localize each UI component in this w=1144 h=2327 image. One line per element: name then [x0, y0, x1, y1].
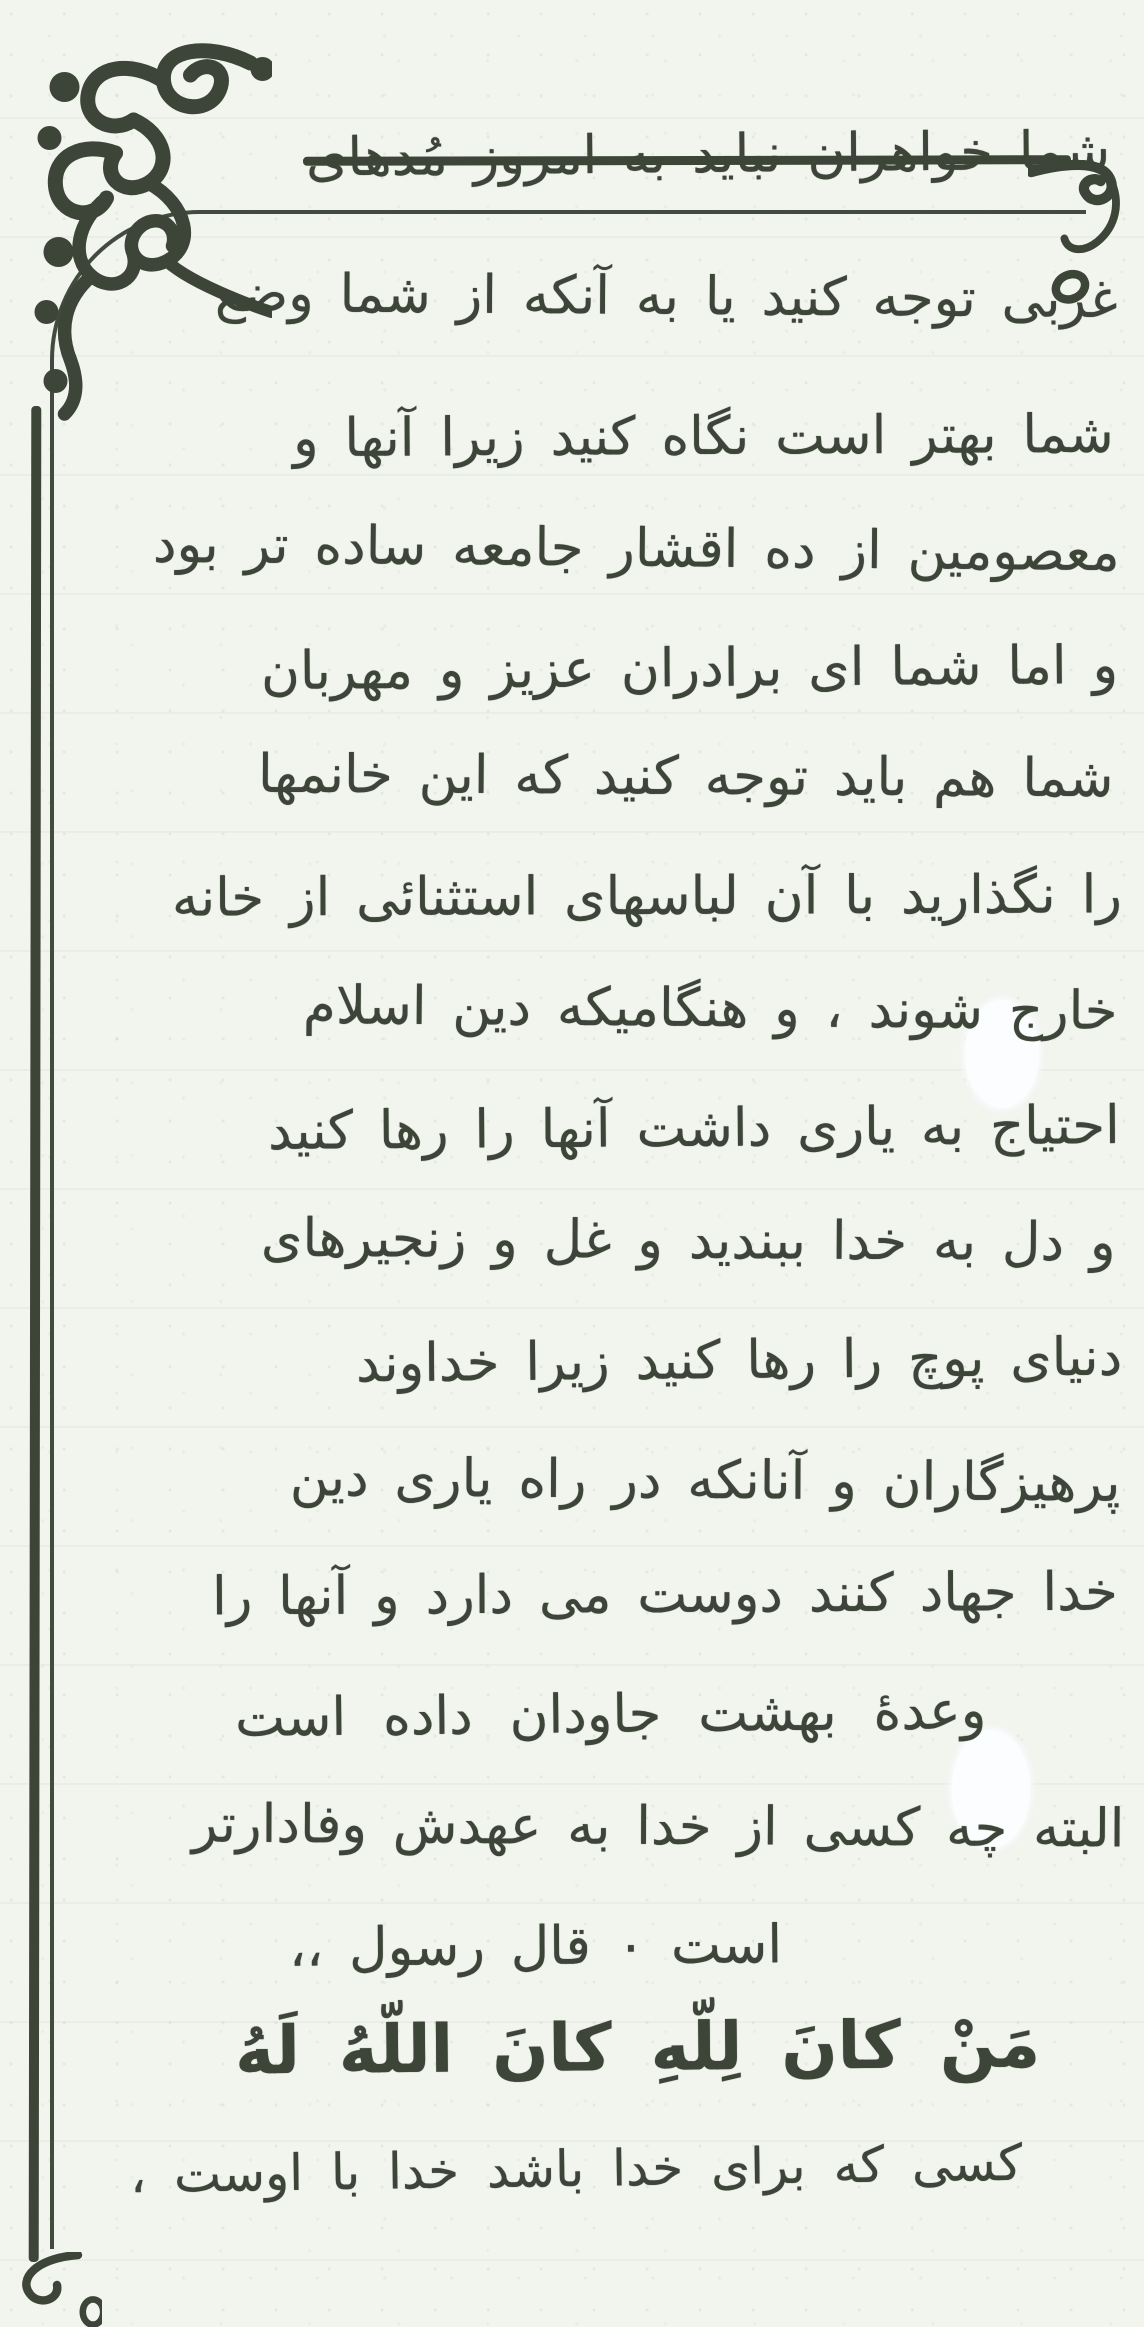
text-line: شما بهتر است نگاه کنید زیرا آنها و — [293, 403, 1115, 470]
text-line: و اما شما ای برادران عزیز و مهربان — [260, 635, 1119, 702]
text-line: را نگذارید با آن لباسهای استثنائی از خانه — [172, 864, 1123, 929]
text-line: غربی توجه کنید یا به آنکه از شما وضع — [215, 262, 1119, 331]
text-line: البته چه کسی از خدا به عهدش وفادارتر — [191, 1793, 1125, 1860]
text-line: و دل به خدا ببندید و غل و زنجیرهای — [261, 1207, 1117, 1274]
text-line: است ۰ قال رسول ،، — [288, 1914, 783, 1979]
text-line: معصومین از ده اقشار جامعه ساده تر بود — [153, 513, 1121, 584]
text-line: پرهیزگاران و آنانکه در راه یاری دین — [289, 1447, 1121, 1514]
hadith-quote-line: مَنْ كانَ لِلّهِ كانَ اللّهُ لَهُ — [234, 2005, 1041, 2090]
text-line: شما خواهران نباید به امروز مُدهای — [305, 120, 1111, 189]
hadith-translation-line: کسی که برای خدا باشد خدا با اوست ، — [129, 2133, 1023, 2205]
curl-finial-bottom-left-icon — [12, 2252, 102, 2327]
text-line: وعدهٔ بهشت جاودان داده است — [234, 1680, 987, 1749]
text-line: خدا جهاد کنند دوست می دارد و آنها را — [212, 1561, 1119, 1628]
text-line: دنیای پوچ را رها کنید زیرا خداوند — [355, 1326, 1123, 1395]
floral-scroll-corner-icon — [22, 36, 272, 426]
text-line: شما هم باید توجه کنید که این خانمها — [258, 743, 1115, 810]
frame-outer-left-rule — [29, 406, 42, 2262]
text-line: خارج شوند ، و هنگامیکه دین اسلام — [303, 975, 1119, 1042]
text-line: احتیاج به یاری داشت آنها را رها کنید — [267, 1095, 1121, 1162]
